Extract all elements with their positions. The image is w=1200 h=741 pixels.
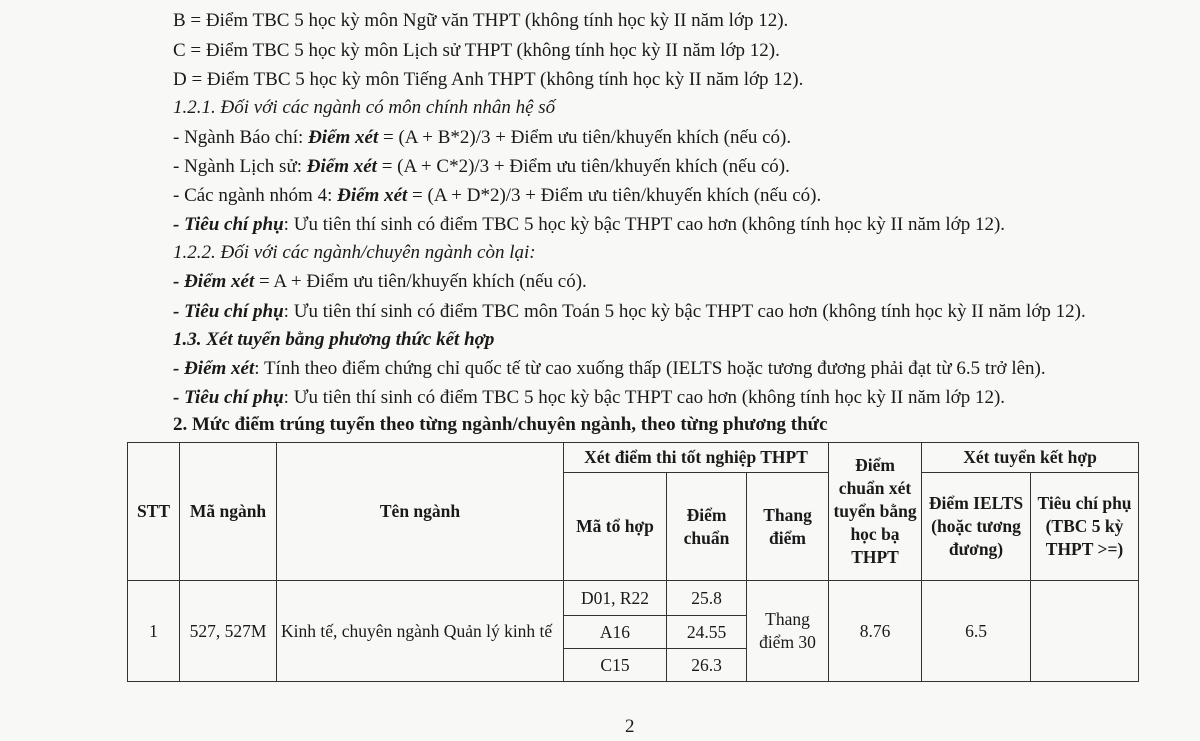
header-thpt-group: Xét điểm thi tốt nghiệp THPT <box>564 443 829 473</box>
text-line <box>173 184 821 208</box>
admission-score-table <box>127 442 1139 682</box>
header-ielts: Điểm IELTS (hoặc tương đương) <box>922 473 1031 581</box>
text-line <box>173 155 790 179</box>
text-line <box>173 126 791 150</box>
text-span: Điểm xét <box>308 127 379 148</box>
header-stt: STT <box>128 443 180 581</box>
text-span: - Điểm xét <box>173 358 255 379</box>
section-heading: 2. Mức điểm trúng tuyển theo từng ngành/chuyên ngành, theo từng phương thức <box>173 414 828 435</box>
text-line <box>173 213 1005 237</box>
cell-diem-chuan: 24.55 <box>667 616 747 649</box>
text-span: : Ưu tiên thí sinh có điểm TBC môn Toán 5 học kỳ bậc THPT cao hơn (không tính học kỳ II năm lớp 12). <box>283 301 1086 322</box>
header-ma-nganh: Mã ngành <box>180 443 277 581</box>
text-span: - Tiêu chí phụ <box>173 387 284 408</box>
section-heading: 1.2.1. Đối với các ngành có môn chính nhân hệ số <box>173 97 556 118</box>
cell-ma-to-hop: D01, R22 <box>564 581 667 616</box>
text-line: C = Điểm TBC 5 học kỳ môn Lịch sử THPT (không tính học kỳ II năm lớp 12). <box>173 40 780 61</box>
header-diem-chuan: Điểm chuẩn <box>667 473 747 581</box>
text-line <box>173 270 587 294</box>
page-number: 2 <box>625 716 635 737</box>
cell-ten-nganh: Kinh tế, chuyên ngành Quản lý kinh tế <box>277 581 564 682</box>
cell-diem-chuan: 25.8 <box>667 581 747 616</box>
text-span: : Tính theo điểm chứng chỉ quốc tế từ cao xuống thấp (IELTS hoặc tương đương phải đạt từ 6.5 trở lên). <box>254 358 1046 379</box>
header-ten-nganh: Tên ngành <box>277 443 564 581</box>
cell-ma-to-hop: C15 <box>564 649 667 682</box>
text-span: : Ưu tiên thí sinh có điểm TBC 5 học kỳ bậc THPT cao hơn (không tính học kỳ II năm lớp 12). <box>283 214 1006 235</box>
text-line <box>173 386 1005 410</box>
header-tieu-chi-phu: Tiêu chí phụ (TBC 5 kỳ THPT >=) <box>1031 473 1139 581</box>
text-span: - Điểm xét <box>173 271 255 292</box>
text-span: = (A + D*2)/3 + Điểm ưu tiên/khuyến khích (nếu có). <box>407 185 822 206</box>
text-span: = (A + B*2)/3 + Điểm ưu tiên/khuyến khích (nếu có). <box>378 127 792 148</box>
text-span: = (A + C*2)/3 + Điểm ưu tiên/khuyến khích (nếu có). <box>376 156 790 177</box>
cell-hoc-ba: 8.76 <box>829 581 922 682</box>
text-span: = A + Điểm ưu tiên/khuyến khích (nếu có). <box>254 271 587 292</box>
text-span: Điểm xét <box>337 185 408 206</box>
text-span: - Tiêu chí phụ <box>173 301 284 322</box>
text-line <box>173 300 1086 324</box>
cell-ma-to-hop: A16 <box>564 616 667 649</box>
cell-tieu-chi-phu <box>1031 581 1139 682</box>
section-heading: 1.3. Xét tuyển bằng phương thức kết hợp <box>173 329 495 350</box>
header-hoc-ba: Điểm chuẩn xét tuyển bằng học bạ THPT <box>829 443 922 581</box>
header-ket-hop-group: Xét tuyển kết hợp <box>922 443 1139 473</box>
text-line: B = Điểm TBC 5 học kỳ môn Ngữ văn THPT (không tính học kỳ II năm lớp 12). <box>173 10 789 31</box>
table-row <box>128 581 1139 616</box>
cell-ielts: 6.5 <box>922 581 1031 682</box>
text-span: - Ngành Báo chí: <box>173 127 309 148</box>
text-span: Điểm xét <box>306 156 377 177</box>
text-line <box>173 357 1046 381</box>
text-span: - Ngành Lịch sử: <box>173 156 307 177</box>
section-heading: 1.2.2. Đối với các ngành/chuyên ngành còn lại: <box>173 242 536 263</box>
header-thang-diem: Thang điểm <box>747 473 829 581</box>
cell-thang-diem: Thang điểm 30 <box>747 581 829 682</box>
cell-ma-nganh: 527, 527M <box>180 581 277 682</box>
text-span: - Các ngành nhóm 4: <box>173 185 338 206</box>
text-span: : Ưu tiên thí sinh có điểm TBC 5 học kỳ bậc THPT cao hơn (không tính học kỳ II năm lớp 12). <box>283 387 1006 408</box>
cell-stt: 1 <box>128 581 180 682</box>
cell-diem-chuan: 26.3 <box>667 649 747 682</box>
header-ma-to-hop: Mã tổ hợp <box>564 473 667 581</box>
text-span: - Tiêu chí phụ <box>173 214 284 235</box>
text-line: D = Điểm TBC 5 học kỳ môn Tiếng Anh THPT (không tính học kỳ II năm lớp 12). <box>173 69 804 90</box>
